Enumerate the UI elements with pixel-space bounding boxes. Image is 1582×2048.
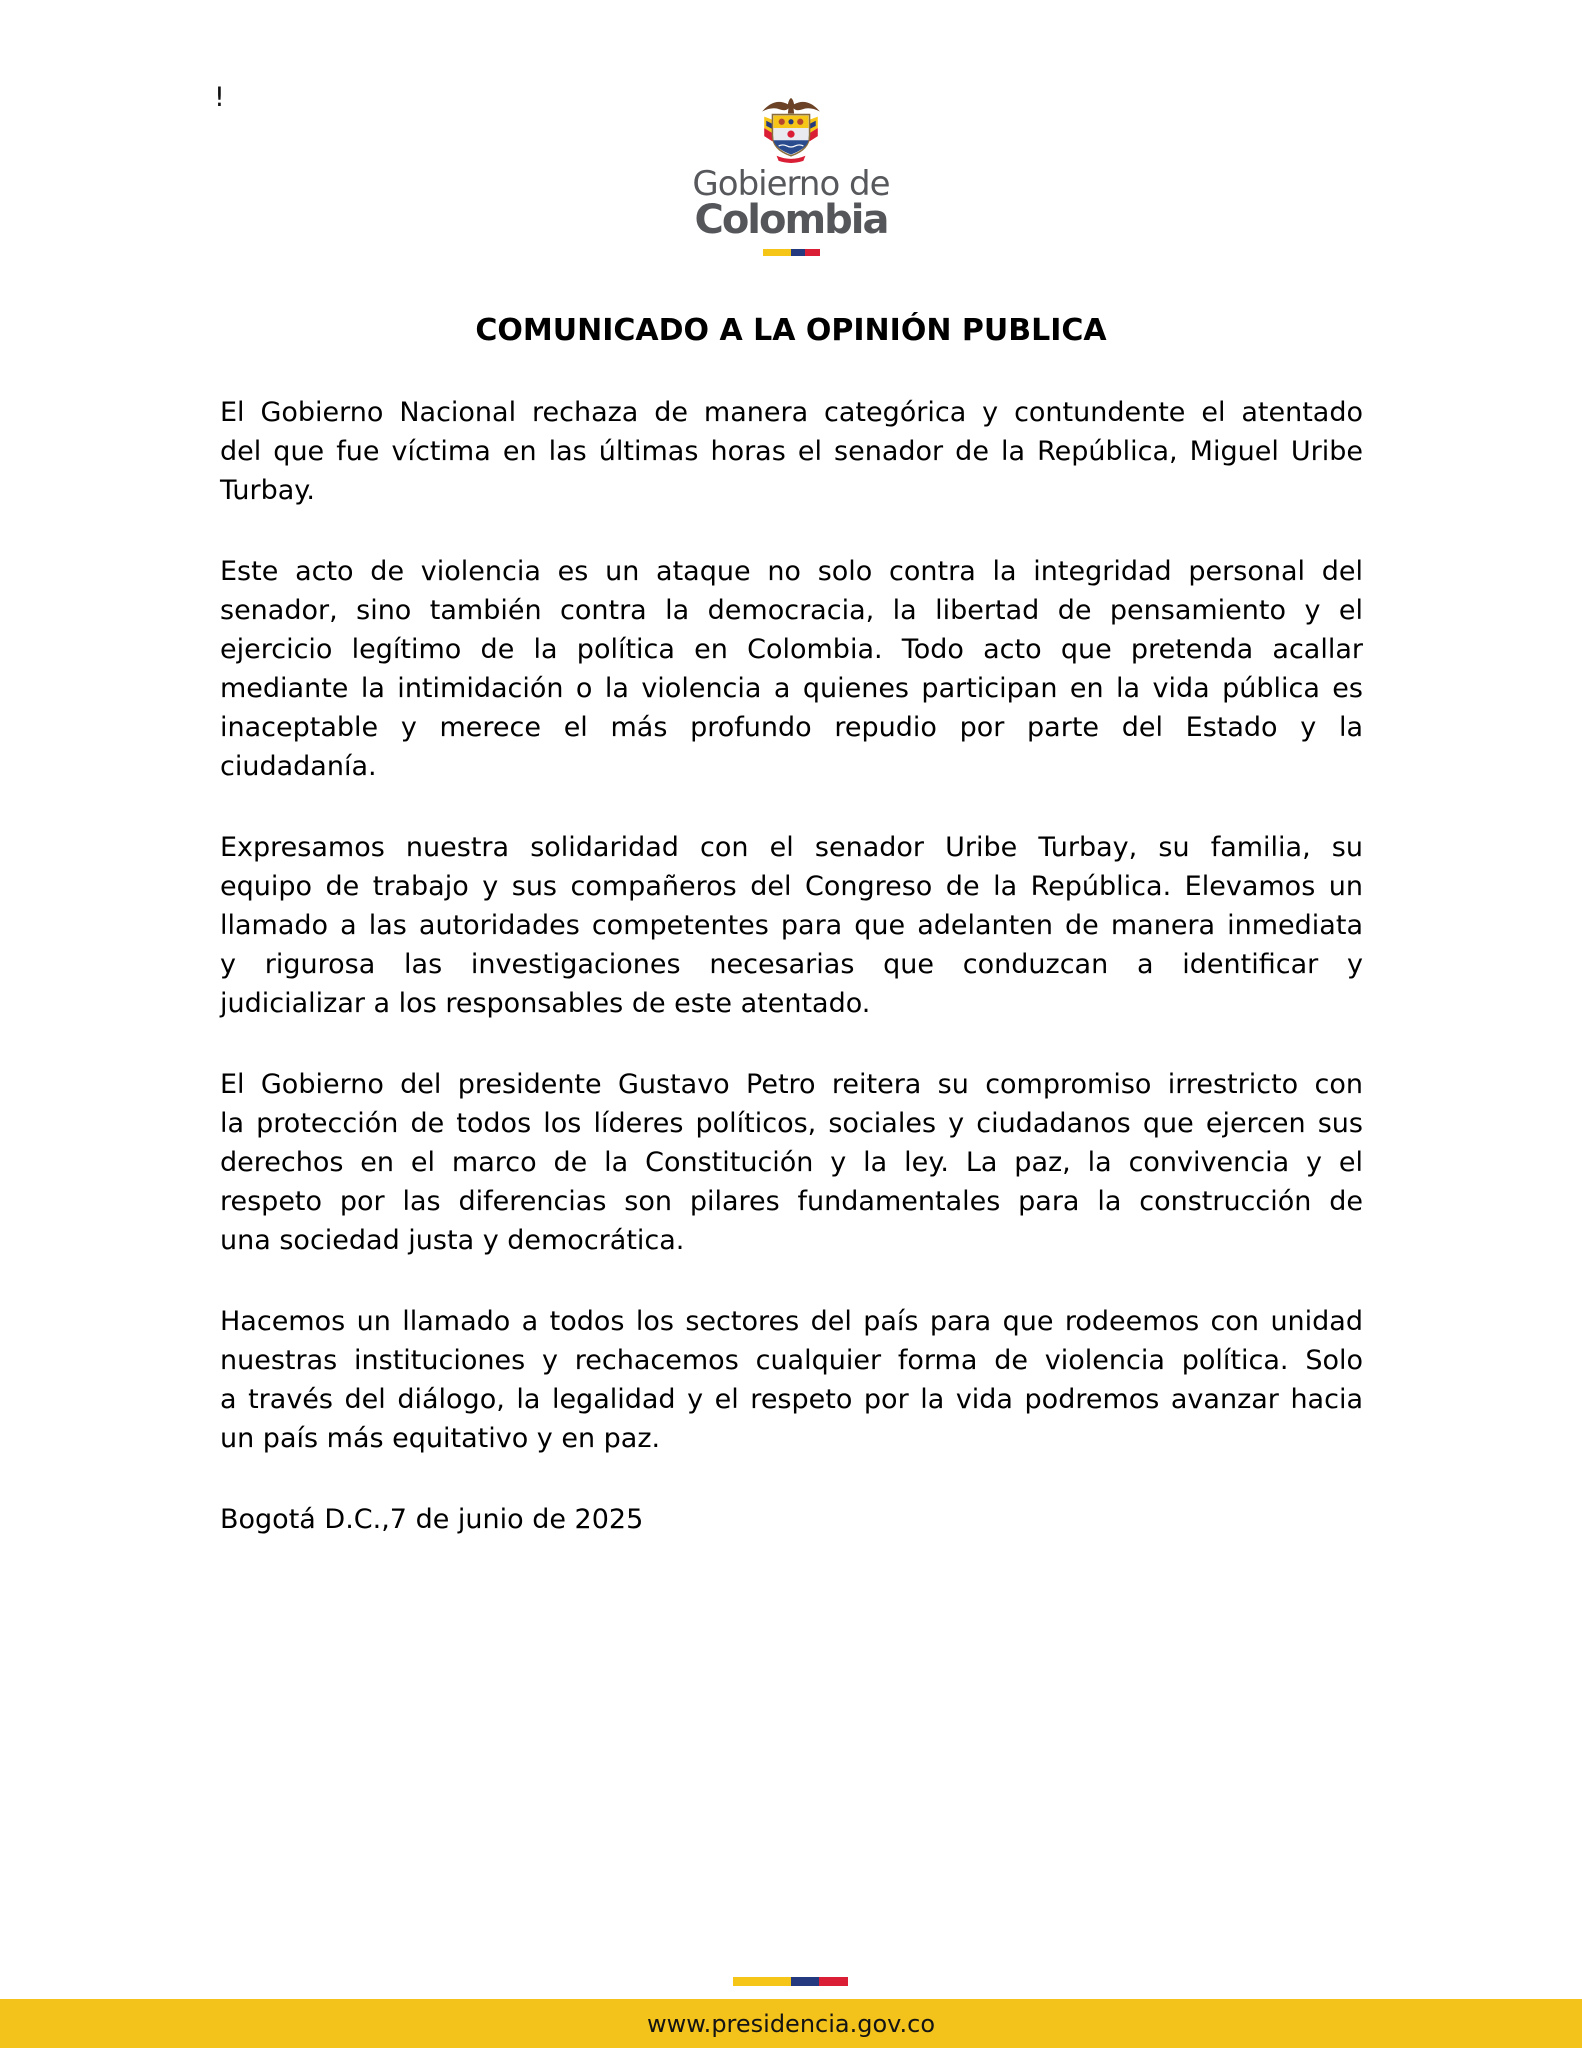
- dateline: Bogotá D.C.,7 de junio de 2025: [220, 1504, 644, 1535]
- footer-flag-tricolor-bar: [733, 1977, 848, 1986]
- logo-text-line2: Colombia: [694, 197, 888, 243]
- text-line: Turbay.: [220, 475, 316, 506]
- document-body: [220, 393, 1363, 1539]
- text-line: El Gobierno Nacional rechaza de manera categórica y contundente el atentado: [220, 397, 1363, 428]
- footer-band: [0, 1999, 1582, 2048]
- text-line: del que fue víctima en las últimas horas el senador de la República, Miguel Uribe: [220, 436, 1363, 467]
- document-title: COMUNICADO A LA OPINIÓN PUBLICA: [475, 313, 1107, 348]
- text-line: respeto por las diferencias son pilares fundamentales para la construcción de: [220, 1186, 1363, 1217]
- flag-red-segment: [805, 249, 819, 256]
- text-line: ciudadanía.: [220, 751, 377, 782]
- text-line: Hacemos un llamado a todos los sectores del país para que rodeemos con unidad: [220, 1306, 1363, 1337]
- text-line: Expresamos nuestra solidaridad con el senador Uribe Turbay, su familia, su: [220, 832, 1363, 863]
- text-line: una sociedad justa y democrática.: [220, 1225, 685, 1256]
- text-line: y rigurosa las investigaciones necesarias que conduzcan a identificar y: [220, 949, 1363, 980]
- paragraph-5: [220, 1302, 1363, 1458]
- text-line: a través del diálogo, la legalidad y el respeto por la vida podremos avanzar hacia: [220, 1384, 1363, 1415]
- text-line: derechos en el marco de la Constitución y la ley. La paz, la convivencia y el: [220, 1147, 1363, 1178]
- flag-yellow-segment: [763, 249, 792, 256]
- flag-blue-segment: [791, 1977, 820, 1986]
- text-line: un país más equitativo y en paz.: [220, 1423, 661, 1454]
- text-line: senador, sino también contra la democracia, la libertad de pensamiento y el: [220, 595, 1363, 626]
- text-line: mediante la intimidación o la violencia a quienes participan en la vida pública es: [220, 673, 1363, 704]
- text-line: Este acto de violencia es un ataque no solo contra la integridad personal del: [220, 556, 1363, 587]
- text-line: El Gobierno del presidente Gustavo Petro reitera su compromiso irrestricto con: [220, 1069, 1363, 1100]
- paragraph-4: [220, 1065, 1363, 1260]
- flag-blue-segment: [791, 249, 805, 256]
- text-line: equipo de trabajo y sus compañeros del Congreso de la República. Elevamos un: [220, 871, 1363, 902]
- colombia-coat-of-arms-icon: [758, 96, 824, 164]
- paragraph-3: [220, 828, 1363, 1023]
- stray-exclamation-mark: !: [214, 82, 225, 113]
- text-line: judicializar a los responsables de este atentado.: [220, 988, 871, 1019]
- text-line: ejercicio legítimo de la política en Colombia. Todo acto que pretenda acallar: [220, 634, 1363, 665]
- gobierno-de-colombia-logo: [0, 96, 1582, 256]
- paragraph-2: [220, 552, 1363, 786]
- text-line: inaceptable y merece el más profundo repudio por parte del Estado y la: [220, 712, 1363, 743]
- footer-url: www.presidencia.gov.co: [647, 2009, 935, 2038]
- text-line: llamado a las autoridades competentes para que adelanten de manera inmediata: [220, 910, 1363, 941]
- flag-red-segment: [819, 1977, 848, 1986]
- text-line: la protección de todos los líderes políticos, sociales y ciudadanos que ejercen sus: [220, 1108, 1363, 1139]
- flag-tricolor-bar: [763, 249, 820, 256]
- flag-yellow-segment: [733, 1977, 791, 1986]
- logo-text-line1: Gobierno de: [692, 164, 890, 204]
- paragraph-1: [220, 393, 1363, 510]
- text-line: nuestras instituciones y rechacemos cualquier forma de violencia política. Solo: [220, 1345, 1363, 1376]
